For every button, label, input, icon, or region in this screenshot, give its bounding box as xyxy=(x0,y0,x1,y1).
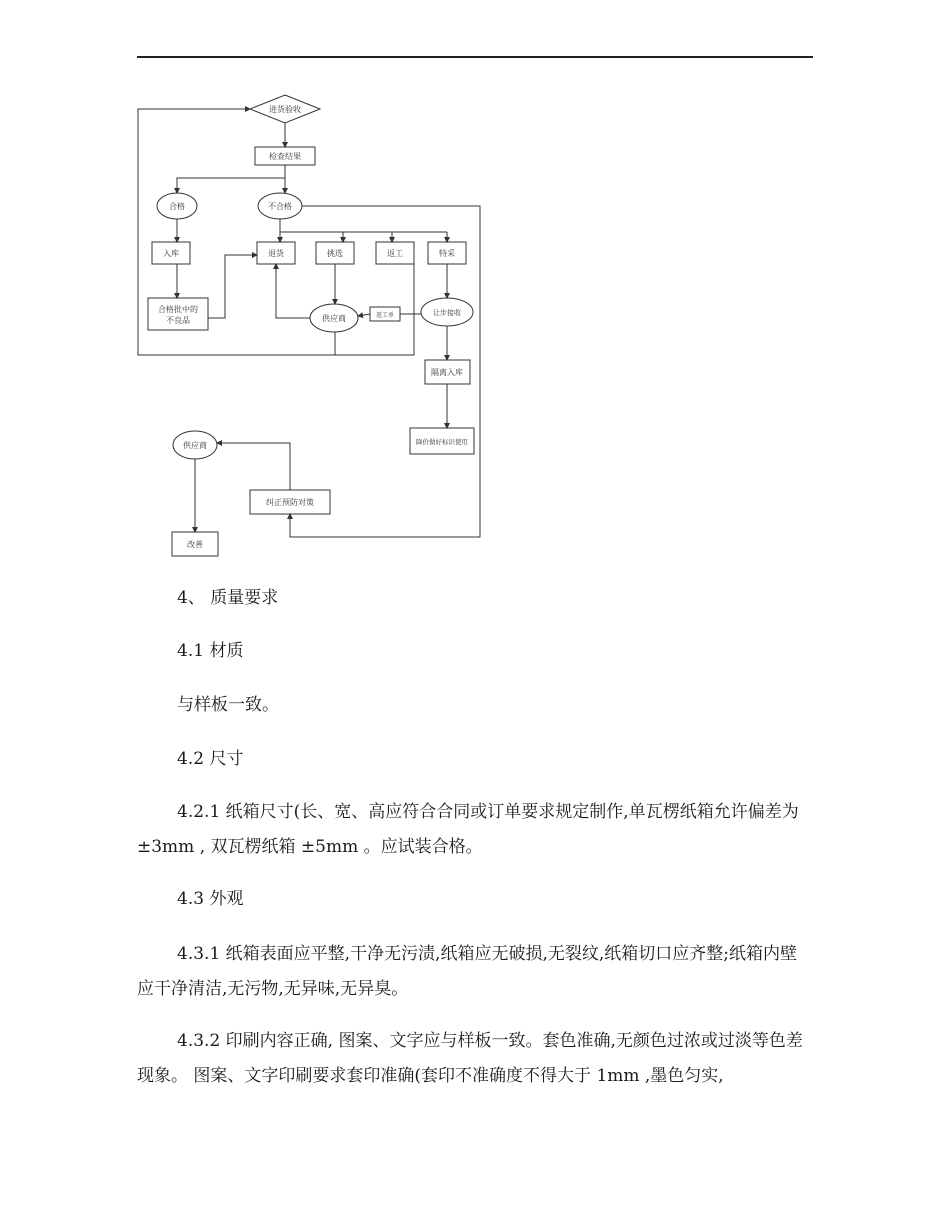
supplier2-label: 供应商 xyxy=(183,441,207,450)
inspection-flowchart xyxy=(130,90,490,560)
return-label: 退货 xyxy=(268,249,284,258)
fail-label: 不合格 xyxy=(268,202,292,211)
special-label: 特采 xyxy=(439,249,455,258)
decision-label: 让步接收 xyxy=(433,309,461,317)
corrective-label: 纠正预防对策 xyxy=(266,498,314,507)
defects-label-1: 合格批中的 xyxy=(158,305,198,314)
heading-appearance: 4.3 外观 xyxy=(177,889,244,909)
supplier-label: 供应商 xyxy=(322,314,346,323)
select-stock-label: 隔离入库 xyxy=(431,368,463,377)
material-text: 与样板一致。 xyxy=(177,695,279,715)
quality-mark-label: 降价做好标识使用 xyxy=(416,438,468,446)
stock-in-label: 入库 xyxy=(163,249,179,258)
pass-label: 合格 xyxy=(169,202,185,211)
defects-box xyxy=(148,298,208,330)
appearance-text-1: 4.3.1 纸箱表面应平整,干净无污渍,纸箱应无破损,无裂纹,纸箱切口应齐整;纸箱内壁 应干净清洁,无污物,无异味,无异臭。 xyxy=(137,944,798,999)
page-top-rule xyxy=(137,56,813,58)
size-text: 4.2.1 纸箱尺寸(长、宽、高应符合合同或订单要求规定制作,单瓦楞纸箱允许偏差为 ±3mm , 双瓦楞纸箱 ±5mm 。应试装合格。 xyxy=(137,802,799,857)
rework-order-label: 返工单 xyxy=(375,312,395,319)
heading-material: 4.1 材质 xyxy=(177,641,244,661)
appearance-text-2: 4.3.2 印刷内容正确, 图案、文字应与样板一致。套色准确,无颜色过浓或过淡等色差现象。 图案、文字印刷要求套印准确(套印不准确度不得大于 1mm ,墨色匀实, xyxy=(137,1031,803,1086)
defects-label-2: 不良品 xyxy=(166,316,190,325)
result-label: 检查结果 xyxy=(269,152,301,161)
heading-size: 4.2 尺寸 xyxy=(177,749,244,769)
rework-label: 返工 xyxy=(387,249,403,258)
inspect-label: 进货验收 xyxy=(269,105,301,114)
heading-quality-requirements: 4、 质量要求 xyxy=(177,588,279,608)
flowchart-svg xyxy=(130,90,490,560)
improve-label: 改善 xyxy=(187,540,203,549)
pick-label: 挑选 xyxy=(327,249,343,258)
